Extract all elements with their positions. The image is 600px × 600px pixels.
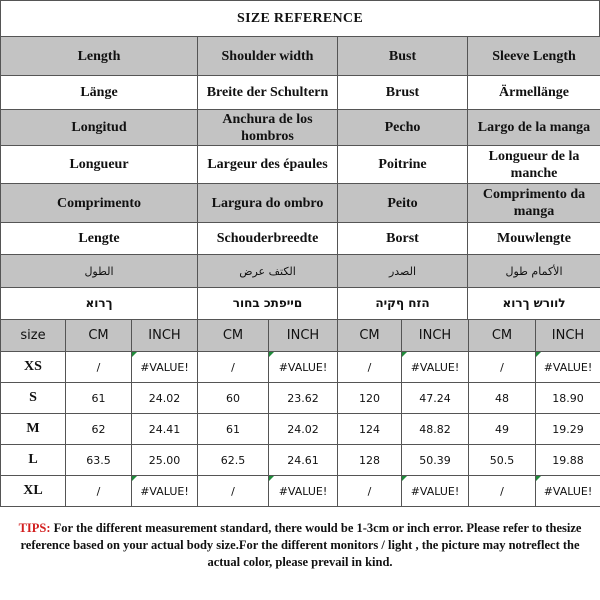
label-bust: Poitrine (338, 146, 468, 184)
label-sleeve: الأكمام طول (468, 255, 600, 288)
value-cell: #VALUE! (402, 352, 469, 383)
label-length: Longitud (1, 110, 198, 146)
tips-note (4, 520, 596, 571)
page-title: SIZE REFERENCE (0, 0, 600, 36)
value-cell: 18.90 (536, 383, 600, 414)
size-row-m (1, 414, 600, 445)
size-label: S (1, 383, 66, 414)
label-length: Lengte (1, 223, 198, 255)
translation-row-french (1, 146, 600, 184)
value-cell: / (198, 476, 269, 507)
translation-row-english (1, 37, 600, 76)
label-length: Length (1, 37, 198, 76)
unit-cm: CM (66, 320, 132, 352)
unit-cm: CM (469, 320, 536, 352)
label-bust: Peito (338, 184, 468, 223)
unit-cm: CM (338, 320, 402, 352)
value-cell: 128 (338, 445, 402, 476)
label-sleeve: Largo de la manga (468, 110, 600, 146)
translation-row-spanish (1, 110, 600, 146)
label-sleeve: לוורש ךרוא (468, 288, 600, 320)
value-cell: 48 (469, 383, 536, 414)
size-row-s (1, 383, 600, 414)
value-cell: 62.5 (198, 445, 269, 476)
value-cell: #VALUE! (132, 352, 198, 383)
translation-row-hebrew (1, 288, 600, 320)
label-shoulder: Largeur des épaules (198, 146, 338, 184)
value-cell: / (198, 352, 269, 383)
tips-text: For the different measurement standard, there would be 1-3cm or inch error. Please refer to thesize reference based on your actual body size.For the different monitors / light , the picture may notreflect the actual color, please prevail in kind. (20, 521, 582, 569)
size-label: L (1, 445, 66, 476)
translation-row-dutch (1, 223, 600, 255)
value-cell: / (338, 476, 402, 507)
value-cell: / (338, 352, 402, 383)
value-cell: / (469, 476, 536, 507)
value-cell: 24.02 (132, 383, 198, 414)
value-cell: 19.29 (536, 414, 600, 445)
measurement-table (0, 319, 600, 507)
value-cell: #VALUE! (269, 476, 338, 507)
label-shoulder: Largura do ombro (198, 184, 338, 223)
value-cell: 23.62 (269, 383, 338, 414)
value-cell: 48.82 (402, 414, 469, 445)
unit-inch: INCH (132, 320, 198, 352)
translation-row-portuguese (1, 184, 600, 223)
label-shoulder: םייפתכ בחור (198, 288, 338, 320)
label-shoulder: Anchura de los hombros (198, 110, 338, 146)
translation-table (0, 36, 600, 320)
value-cell: #VALUE! (402, 476, 469, 507)
value-cell: 120 (338, 383, 402, 414)
unit-cm: CM (198, 320, 269, 352)
label-bust: Brust (338, 76, 468, 110)
label-sleeve: Sleeve Length (468, 37, 600, 76)
label-bust: Pecho (338, 110, 468, 146)
units-header-row (1, 320, 600, 352)
label-shoulder: Breite der Schultern (198, 76, 338, 110)
label-sleeve: Mouwlengte (468, 223, 600, 255)
label-sleeve: Ärmellänge (468, 76, 600, 110)
value-cell: / (469, 352, 536, 383)
label-bust: الصدر (338, 255, 468, 288)
label-bust: Bust (338, 37, 468, 76)
label-length: Comprimento (1, 184, 198, 223)
value-cell: #VALUE! (536, 476, 600, 507)
size-label: M (1, 414, 66, 445)
value-cell: #VALUE! (536, 352, 600, 383)
value-cell: 63.5 (66, 445, 132, 476)
unit-inch: INCH (402, 320, 469, 352)
value-cell: #VALUE! (269, 352, 338, 383)
value-cell: 62 (66, 414, 132, 445)
label-length: ךרוא (1, 288, 198, 320)
label-length: الطول (1, 255, 198, 288)
value-cell: 25.00 (132, 445, 198, 476)
translation-row-arabic (1, 255, 600, 288)
label-bust: Borst (338, 223, 468, 255)
label-length: Länge (1, 76, 198, 110)
label-shoulder: الكتف عرض (198, 255, 338, 288)
value-cell: 60 (198, 383, 269, 414)
translation-row-german (1, 76, 600, 110)
unit-inch: INCH (269, 320, 338, 352)
label-shoulder: Shoulder width (198, 37, 338, 76)
size-row-xs (1, 352, 600, 383)
value-cell: / (66, 352, 132, 383)
value-cell: 19.88 (536, 445, 600, 476)
size-label: XL (1, 476, 66, 507)
value-cell: 24.02 (269, 414, 338, 445)
value-cell: 61 (198, 414, 269, 445)
label-length: Longueur (1, 146, 198, 184)
value-cell: 49 (469, 414, 536, 445)
size-label: XS (1, 352, 66, 383)
label-shoulder: Schouderbreedte (198, 223, 338, 255)
unit-inch: INCH (536, 320, 600, 352)
value-cell: / (66, 476, 132, 507)
size-header: size (1, 320, 66, 352)
tips-label: TIPS: (18, 521, 51, 535)
label-sleeve: Longueur de la manche (468, 146, 600, 184)
value-cell: 61 (66, 383, 132, 414)
value-cell: 124 (338, 414, 402, 445)
value-cell: 47.24 (402, 383, 469, 414)
label-sleeve: Comprimento da manga (468, 184, 600, 223)
size-row-l (1, 445, 600, 476)
value-cell: 24.41 (132, 414, 198, 445)
value-cell: 24.61 (269, 445, 338, 476)
value-cell: #VALUE! (132, 476, 198, 507)
value-cell: 50.39 (402, 445, 469, 476)
value-cell: 50.5 (469, 445, 536, 476)
size-row-xl (1, 476, 600, 507)
label-bust: הזח ףקיה (338, 288, 468, 320)
